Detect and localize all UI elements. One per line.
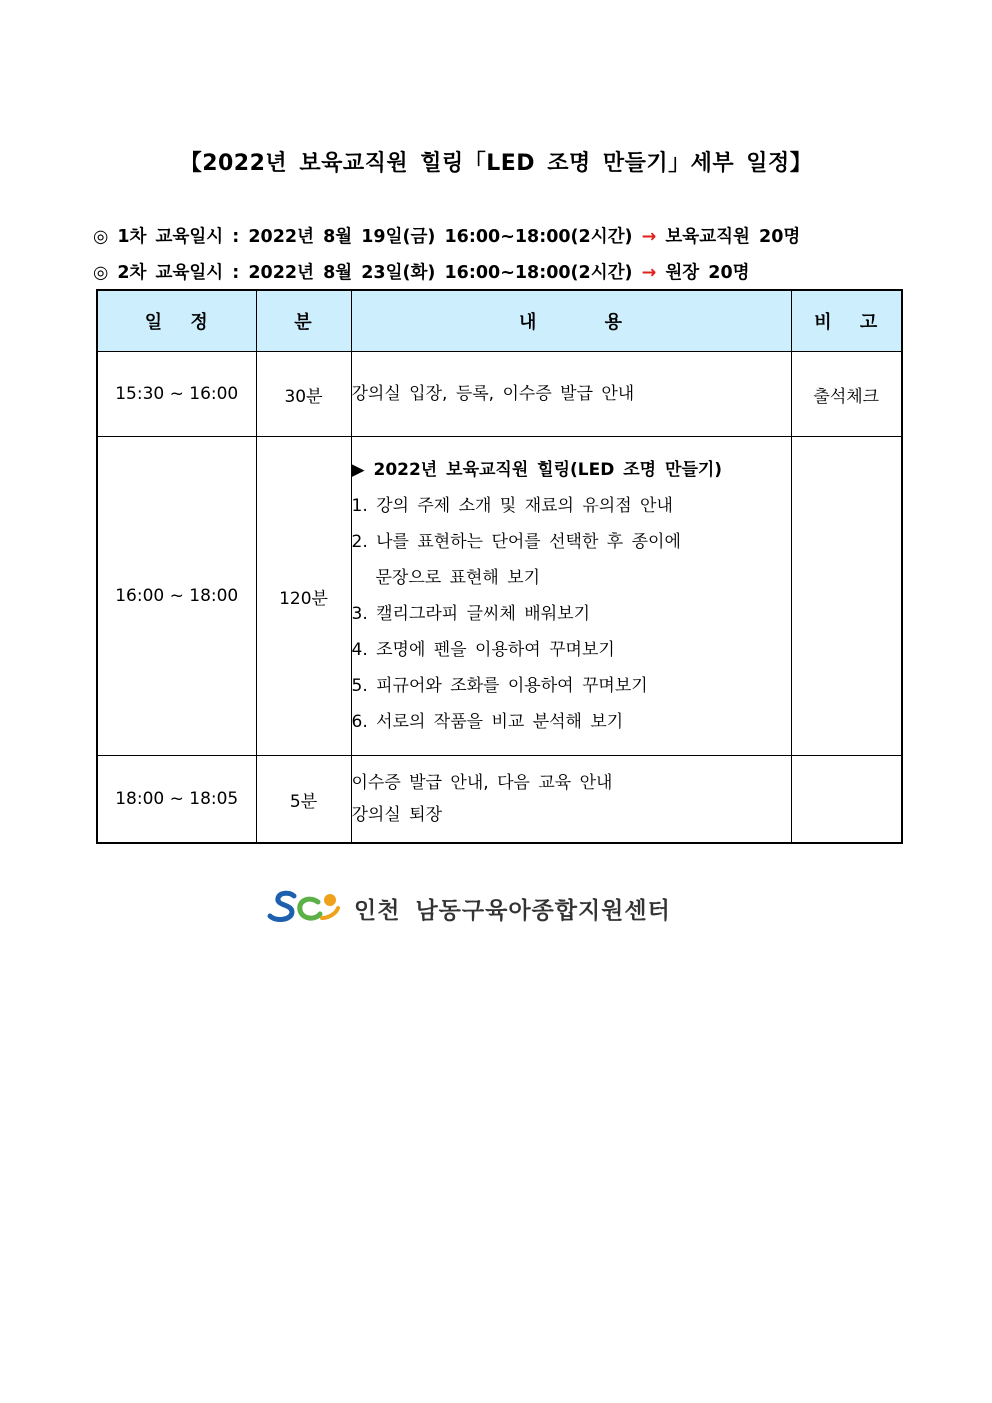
content-line: 4. 조명에 펜을 이용하여 꾸며보기 xyxy=(351,640,615,660)
header-note: 비 고 xyxy=(791,290,902,352)
schedule-table xyxy=(96,289,903,844)
session-datetime: 2022년 8월 19일(금) 16:00~18:00(2시간) xyxy=(248,227,633,247)
cell-note xyxy=(791,437,902,756)
content-line: 이수증 발급 안내, 다음 교육 안내 xyxy=(351,773,613,793)
session-target: 원장 20명 xyxy=(665,263,750,283)
content-line: 1. 강의 주제 소개 및 재료의 유의점 안내 xyxy=(351,496,673,516)
cell-duration: 5분 xyxy=(256,756,351,844)
cell-note: 출석체크 xyxy=(791,352,902,437)
cell-time: 18:00 ~ 18:05 xyxy=(97,756,256,844)
table-row xyxy=(97,437,902,756)
cell-content xyxy=(351,756,791,844)
arrow-icon: → xyxy=(641,263,657,283)
page-title: 【2022년 보육교직원 힐링「LED 조명 만들기」세부 일정】 xyxy=(179,151,813,176)
content-line: 5. 피규어와 조화를 이용하여 꾸며보기 xyxy=(351,676,648,696)
content-line: 강의실 퇴장 xyxy=(351,805,443,825)
cell-duration: 30분 xyxy=(256,352,351,437)
content-line: 2. 나를 표현하는 단어를 선택한 후 종이에 xyxy=(351,532,681,552)
content-heading: ▶ 2022년 보육교직원 힐링(LED 조명 만들기) xyxy=(351,460,723,480)
cell-content xyxy=(351,352,791,437)
session-datetime: 2022년 8월 23일(화) 16:00~18:00(2시간) xyxy=(248,263,633,283)
session-2-line xyxy=(93,259,750,284)
session-1-line xyxy=(93,223,800,248)
organization-name: 인천 남동구육아종합지원센터 xyxy=(354,897,671,924)
cell-duration: 120분 xyxy=(256,437,351,756)
session-label: 1차 교육일시 : xyxy=(117,227,240,247)
cell-time: 16:00 ~ 18:00 xyxy=(97,437,256,756)
cell-time: 15:30 ~ 16:00 xyxy=(97,352,256,437)
content-line: 6. 서로의 작품을 비교 분석해 보기 xyxy=(351,712,624,732)
content-line: 3. 캘리그라피 글씨체 배워보기 xyxy=(351,604,590,624)
table-header-row xyxy=(97,290,902,352)
header-time: 일 정 xyxy=(97,290,256,352)
table-row xyxy=(97,352,902,437)
center-logo-icon xyxy=(262,888,344,928)
table-row xyxy=(97,756,902,844)
session-marker: ◎ xyxy=(93,227,109,247)
session-marker: ◎ xyxy=(93,263,109,283)
content-line: 강의실 입장, 등록, 이수증 발급 안내 xyxy=(351,384,635,404)
header-content: 내 용 xyxy=(351,290,791,352)
content-line: 문장으로 표현해 보기 xyxy=(375,568,541,588)
cell-content xyxy=(351,437,791,756)
session-target: 보육교직원 20명 xyxy=(665,227,801,247)
footer xyxy=(262,888,671,928)
session-label: 2차 교육일시 : xyxy=(117,263,240,283)
arrow-icon: → xyxy=(641,227,657,247)
header-duration: 분 xyxy=(256,290,351,352)
cell-note xyxy=(791,756,902,844)
